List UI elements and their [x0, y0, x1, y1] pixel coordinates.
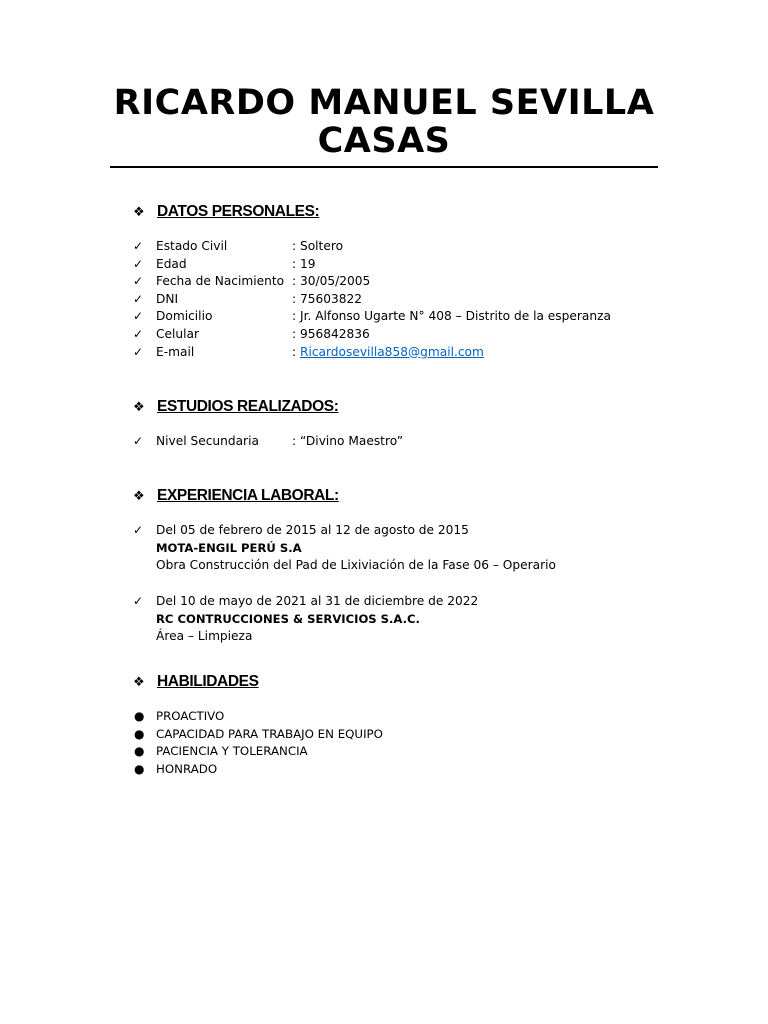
section-title: DATOS PERSONALES:	[157, 203, 320, 220]
field-label: Edad	[156, 256, 187, 271]
checkmark-icon: ✓	[133, 326, 144, 341]
field-value: : Soltero	[292, 239, 344, 253]
experience-dates-row	[133, 593, 693, 611]
field-label: E-mail	[156, 344, 195, 359]
email-prefix: :	[292, 344, 300, 359]
checkmark-icon: ✓	[133, 523, 144, 537]
experience-company: RC CONTRUCCIONES & SERVICIOS S.A.C.	[156, 611, 420, 626]
field-value: : “Divino Maestro”	[292, 434, 404, 448]
experience-role-row	[133, 628, 693, 646]
diamond-bullet-icon: ❖	[133, 205, 145, 220]
skill-label: PROACTIVO	[156, 709, 225, 723]
list-item	[133, 308, 673, 326]
skill-label: CAPACIDAD PARA TRABAJO EN EQUIPO	[156, 726, 383, 741]
list-item	[133, 344, 673, 362]
field-value: : Jr. Alfonso Ugarte N° 408 – Distrito de la esperanza	[292, 309, 611, 324]
field-label: DNI	[156, 291, 179, 306]
checkmark-icon: ✓	[133, 291, 144, 306]
field-value: : 956842836	[292, 326, 370, 341]
experience-company-row	[133, 540, 693, 558]
list-item	[133, 273, 673, 291]
dot-bullet-icon: ●	[134, 726, 145, 741]
field-value	[292, 344, 484, 362]
experience-role: Área – Limpieza	[156, 629, 253, 644]
skills-list	[133, 708, 533, 778]
skill-label: PACIENCIA Y TOLERANCIA	[156, 744, 308, 759]
list-item	[133, 708, 533, 726]
section-title: HABILIDADES	[157, 673, 259, 690]
field-label: Celular	[156, 326, 199, 341]
experience-company: MOTA-ENGIL PERÚ S.A	[156, 540, 302, 555]
personal-data-list	[133, 238, 673, 361]
experience-company-row	[133, 611, 693, 629]
field-value: : 19	[292, 256, 316, 271]
experience-role-row	[133, 557, 693, 575]
field-value: : 30/05/2005	[292, 274, 371, 289]
dot-bullet-icon: ●	[134, 761, 145, 776]
experience-entry	[133, 593, 693, 646]
dot-bullet-icon: ●	[134, 709, 145, 723]
list-item	[133, 291, 673, 309]
section-title: EXPERIENCIA LABORAL:	[157, 487, 339, 504]
experience-role: Obra Construcción del Pad de Lixiviación de la Fase 06 – Operario	[156, 558, 556, 573]
list-item	[133, 433, 673, 451]
field-label: Estado Civil	[156, 239, 228, 253]
experience-dates: Del 10 de mayo de 2021 al 31 de diciembre de 2022	[156, 594, 479, 608]
dot-bullet-icon: ●	[134, 744, 145, 759]
checkmark-icon: ✓	[133, 344, 144, 359]
section-title: ESTUDIOS REALIZADOS:	[157, 398, 339, 415]
experience-entry	[133, 522, 693, 575]
list-item	[133, 256, 673, 274]
experience-dates: Del 05 de febrero de 2015 al 12 de agosto de 2015	[156, 523, 469, 537]
field-label: Fecha de Nacimiento	[156, 274, 285, 289]
checkmark-icon: ✓	[133, 309, 144, 324]
resume-title	[110, 84, 658, 160]
checkmark-icon: ✓	[133, 594, 144, 608]
diamond-bullet-icon: ❖	[133, 489, 145, 504]
studies-list	[133, 433, 673, 451]
field-label: Domicilio	[156, 309, 213, 324]
title-line-1: RICARDO MANUEL SEVILLA	[113, 83, 655, 123]
field-value: : 75603822	[292, 291, 363, 306]
experience-dates-row	[133, 522, 693, 540]
diamond-bullet-icon: ❖	[133, 400, 145, 415]
list-item	[133, 743, 533, 761]
checkmark-icon: ✓	[133, 239, 144, 253]
list-item	[133, 726, 533, 744]
email-link[interactable]: Ricardosevilla858@gmail.com	[299, 344, 484, 359]
checkmark-icon: ✓	[133, 434, 144, 448]
field-label: Nivel Secundaria	[156, 434, 259, 448]
checkmark-icon: ✓	[133, 274, 144, 289]
list-item	[133, 326, 673, 344]
list-item	[133, 761, 533, 779]
list-item	[133, 238, 673, 256]
checkmark-icon: ✓	[133, 256, 144, 271]
skill-label: HONRADO	[156, 761, 218, 776]
diamond-bullet-icon: ❖	[133, 675, 145, 690]
title-divider	[110, 166, 658, 168]
title-line-2: CASAS	[317, 121, 451, 161]
